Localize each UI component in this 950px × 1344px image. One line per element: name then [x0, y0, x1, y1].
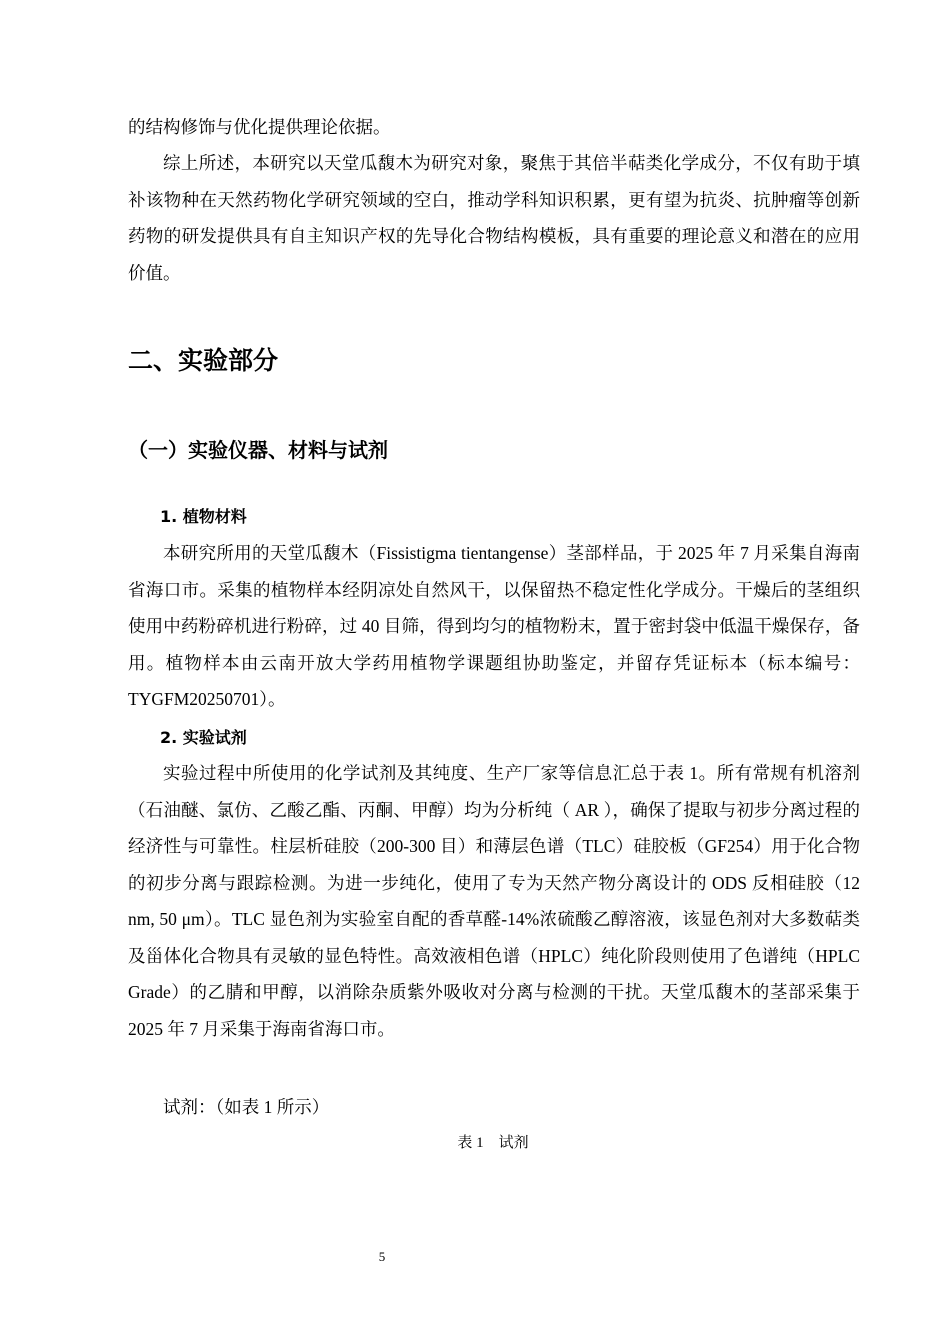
- plant-material-heading: 1. 植物材料: [160, 507, 247, 526]
- table-caption: 表 1 试剂: [457, 1135, 529, 1151]
- reagents-heading: 2. 实验试剂: [160, 728, 247, 747]
- plant-material-paragraph: 本研究所用的天堂瓜馥木（Fissistigma tientangense）茎部样品，于 2025 年 7 月采集自海南省海口市。采集的植物样本经阴凉处自然风干，以保留热不稳定性化学成分。干燥后的茎组织使用中药粉碎机进行粉碎，过 40 目筛，得到均匀的植物粉末，置于密封袋中低温干燥保存，备用。植物样本由云南开放大学药用植物学课题组协助鉴定，并留存凭证标本（标本编号：TYGFM20250701）。: [128, 543, 860, 709]
- reagents-paragraph: 实验过程中所使用的化学试剂及其纯度、生产厂家等信息汇总于表 1。所有常规有机溶剂（石油醚、氯仿、乙酸乙酯、丙酮、甲醇）均为分析纯（ AR ），确保了提取与初步分离过程的经济性与可靠性。柱层析硅胶（200-300 目）和薄层色谱（TLC）硅胶板（GF254）用于化合物的初步分离与跟踪检测。为进一步纯化，使用了专为天然产物分离设计的 ODS 反相硅胶（12 nm, 50 μm）。TLC 显色剂为实验室自配的香草醛-14%浓硫酸乙醇溶液，该显色剂对大多数萜类及甾体化合物具有灵敏的显色特性。高效液相色谱（HPLC）纯化阶段则使用了色谱纯（HPLC Grade）的乙腈和甲醇，以消除杂质紫外吸收对分离与检测的干扰。天堂瓜馥木的茎部采集于 2025 年 7 月采集于海南省海口市。: [128, 763, 860, 1039]
- intro-summary-paragraph: 综上所述，本研究以天堂瓜馥木为研究对象，聚焦于其倍半萜类化学成分，不仅有助于填补该物种在天然药物化学研究领域的空白，推动学科知识积累，更有望为抗炎、抗肿瘤等创新药物的研发提供具有自主知识产权的先导化合物结构模板，具有重要的理论意义和潜在的应用价值。: [128, 153, 860, 283]
- section-title: 二、实验部分: [128, 346, 279, 375]
- intro-paragraph-tail: 的结构修饰与优化提供理论依据。: [128, 117, 391, 137]
- subsection-title: （一）实验仪器、材料与试剂: [128, 438, 388, 462]
- page-number: 5: [378, 1249, 386, 1264]
- table-reference: 试剂：（如表 1 所示）: [163, 1097, 330, 1117]
